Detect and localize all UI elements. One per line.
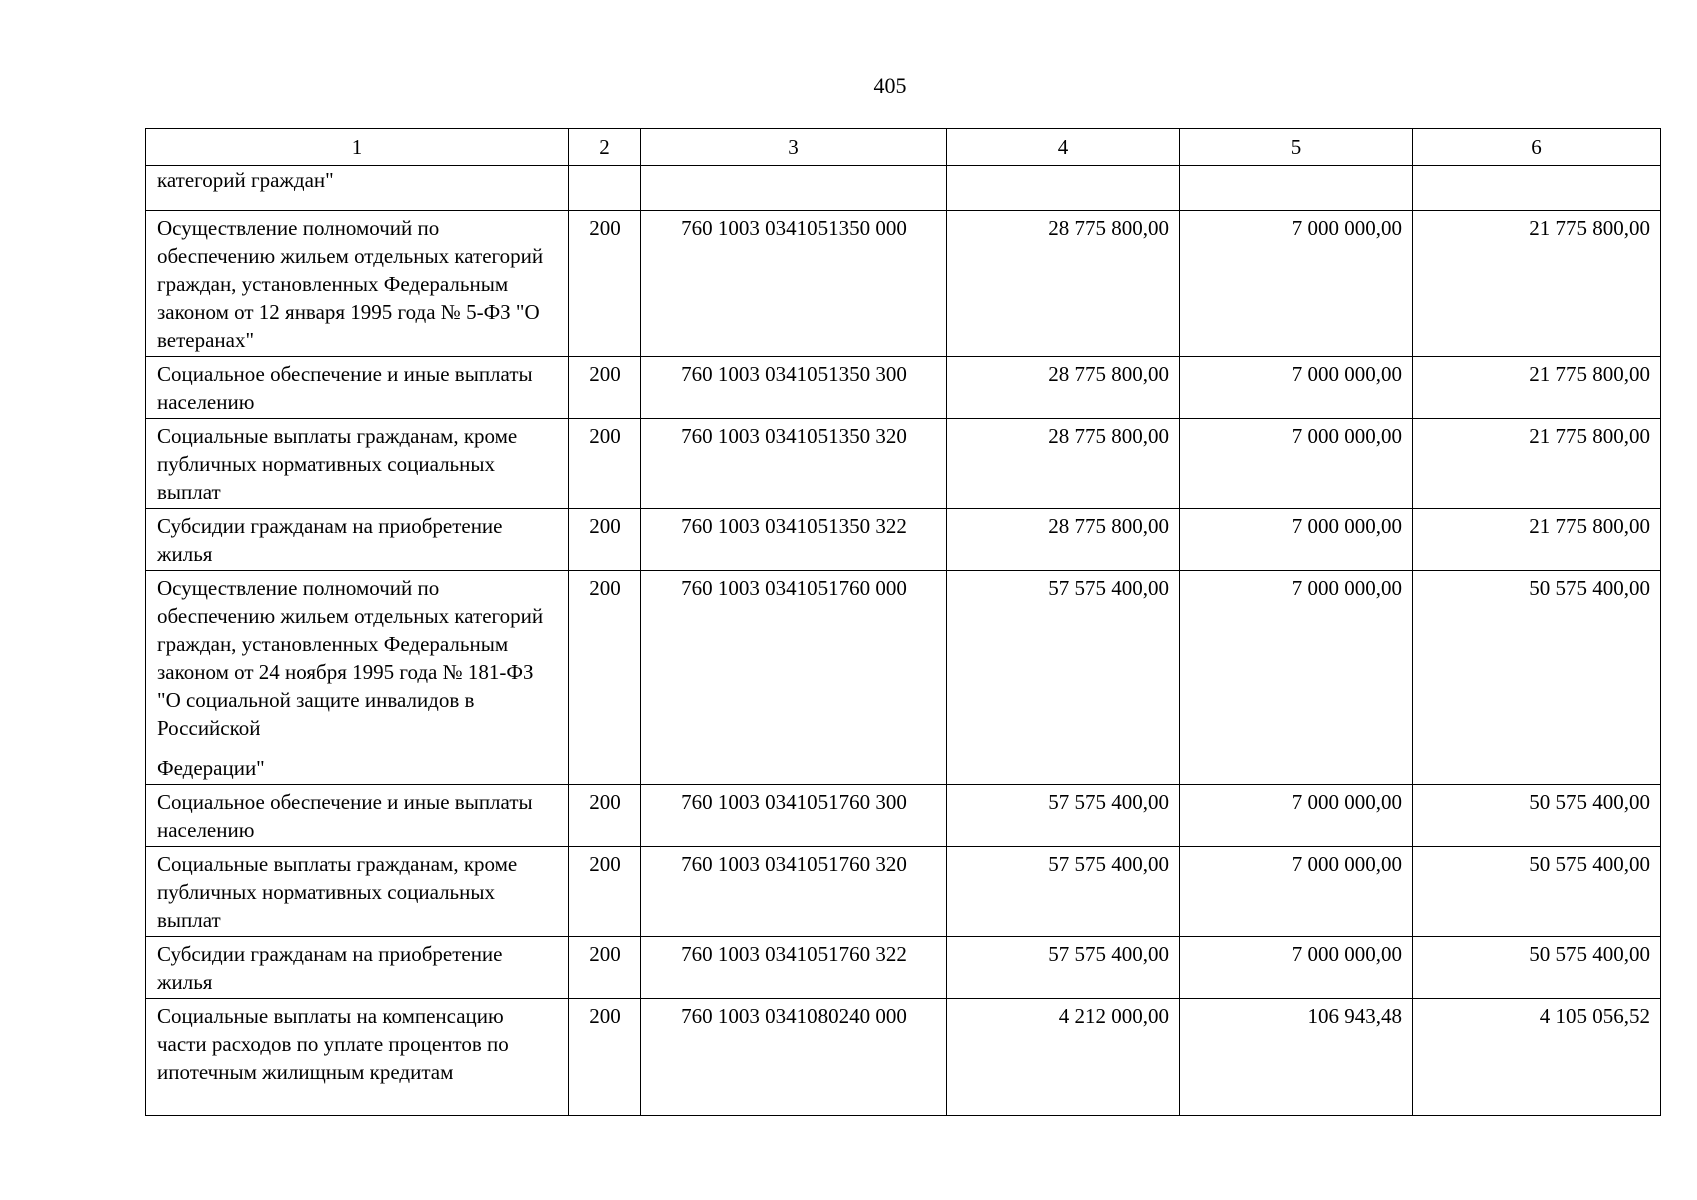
row-name: Субсидии гражданам на приобретение жилья [146, 509, 569, 571]
header-row [146, 129, 1661, 166]
page-number: 405 [873, 73, 907, 98]
table-row [146, 419, 1661, 509]
row-col-2: 200 [569, 999, 641, 1116]
row-col-4: 57 575 400,00 [947, 937, 1180, 999]
header-col-4: 4 [947, 129, 1180, 166]
table-row [146, 999, 1661, 1116]
row-col-6: 21 775 800,00 [1413, 357, 1661, 419]
row-col-2: 200 [569, 937, 641, 999]
continuation-row [146, 166, 1661, 211]
row-code: 760 1003 0341051760 300 [641, 785, 947, 847]
row-col-6: 21 775 800,00 [1413, 419, 1661, 509]
row-name: Субсидии гражданам на приобретение жилья [146, 937, 569, 999]
row-code: 760 1003 0341051350 300 [641, 357, 947, 419]
table-row [146, 847, 1661, 937]
row-code: 760 1003 0341051350 000 [641, 211, 947, 357]
row-name: Социальные выплаты гражданам, кроме публичных нормативных социальных выплат [146, 847, 569, 937]
table-row [146, 509, 1661, 571]
row-col-5: 7 000 000,00 [1180, 571, 1413, 785]
row-col-6: 50 575 400,00 [1413, 571, 1661, 785]
row-col-4: 28 775 800,00 [947, 419, 1180, 509]
row-col-6: 4 105 056,52 [1413, 999, 1661, 1116]
continuation-text: категорий граждан" [146, 166, 569, 211]
row-name: Социальные выплаты гражданам, кроме публичных нормативных социальных выплат [146, 419, 569, 509]
row-code: 760 1003 0341080240 000 [641, 999, 947, 1116]
row-col-2: 200 [569, 847, 641, 937]
row-col-6: 21 775 800,00 [1413, 509, 1661, 571]
table-row [146, 211, 1661, 357]
header-col-1: 1 [146, 129, 569, 166]
row-col-4: 4 212 000,00 [947, 999, 1180, 1116]
row-code: 760 1003 0341051350 322 [641, 509, 947, 571]
header-col-5: 5 [1180, 129, 1413, 166]
row-name-tail: Федерации" [157, 756, 265, 780]
row-col-5: 7 000 000,00 [1180, 937, 1413, 999]
header-col-3: 3 [641, 129, 947, 166]
table-row [146, 357, 1661, 419]
row-col-2: 200 [569, 419, 641, 509]
row-col-5: 106 943,48 [1180, 999, 1413, 1116]
row-col-5: 7 000 000,00 [1180, 419, 1413, 509]
row-col-2: 200 [569, 785, 641, 847]
row-col-6: 50 575 400,00 [1413, 937, 1661, 999]
table-row [146, 571, 1661, 785]
row-code: 760 1003 0341051760 322 [641, 937, 947, 999]
header-col-2: 2 [569, 129, 641, 166]
row-col-2: 200 [569, 211, 641, 357]
row-col-4: 57 575 400,00 [947, 571, 1180, 785]
row-col-2: 200 [569, 571, 641, 785]
row-name: Осуществление полномочий по обеспечению жильем отдельных категорий граждан, установленных Федеральным законом от 12 января 1995 года № 5-ФЗ "О ветеранах" [146, 211, 569, 357]
table-row [146, 785, 1661, 847]
row-code: 760 1003 0341051760 320 [641, 847, 947, 937]
row-col-6: 50 575 400,00 [1413, 785, 1661, 847]
row-name: Социальные выплаты на компенсацию части расходов по уплате процентов по ипотечным жилищным кредитам [146, 999, 569, 1116]
row-col-4: 28 775 800,00 [947, 357, 1180, 419]
row-col-5: 7 000 000,00 [1180, 211, 1413, 357]
row-col-4: 57 575 400,00 [947, 847, 1180, 937]
row-col-5: 7 000 000,00 [1180, 357, 1413, 419]
row-col-4: 28 775 800,00 [947, 509, 1180, 571]
row-col-5: 7 000 000,00 [1180, 509, 1413, 571]
row-name-main: Осуществление полномочий по обеспечению жильем отдельных категорий граждан, установленных Федеральным законом от 24 ноября 1995 года № 181-ФЗ "О социальной защите инвалидов в Российской [157, 576, 544, 740]
row-col-5: 7 000 000,00 [1180, 847, 1413, 937]
row-col-5: 7 000 000,00 [1180, 785, 1413, 847]
header-col-6: 6 [1413, 129, 1661, 166]
row-col-4: 57 575 400,00 [947, 785, 1180, 847]
row-col-4: 28 775 800,00 [947, 211, 1180, 357]
row-col-6: 50 575 400,00 [1413, 847, 1661, 937]
row-col-2: 200 [569, 357, 641, 419]
table-row [146, 937, 1661, 999]
budget-table [145, 128, 1661, 1116]
row-name: Социальное обеспечение и иные выплаты населению [146, 785, 569, 847]
row-col-2: 200 [569, 509, 641, 571]
row-col-6: 21 775 800,00 [1413, 211, 1661, 357]
row-name [146, 571, 569, 785]
row-code: 760 1003 0341051760 000 [641, 571, 947, 785]
row-code: 760 1003 0341051350 320 [641, 419, 947, 509]
row-name: Социальное обеспечение и иные выплаты населению [146, 357, 569, 419]
